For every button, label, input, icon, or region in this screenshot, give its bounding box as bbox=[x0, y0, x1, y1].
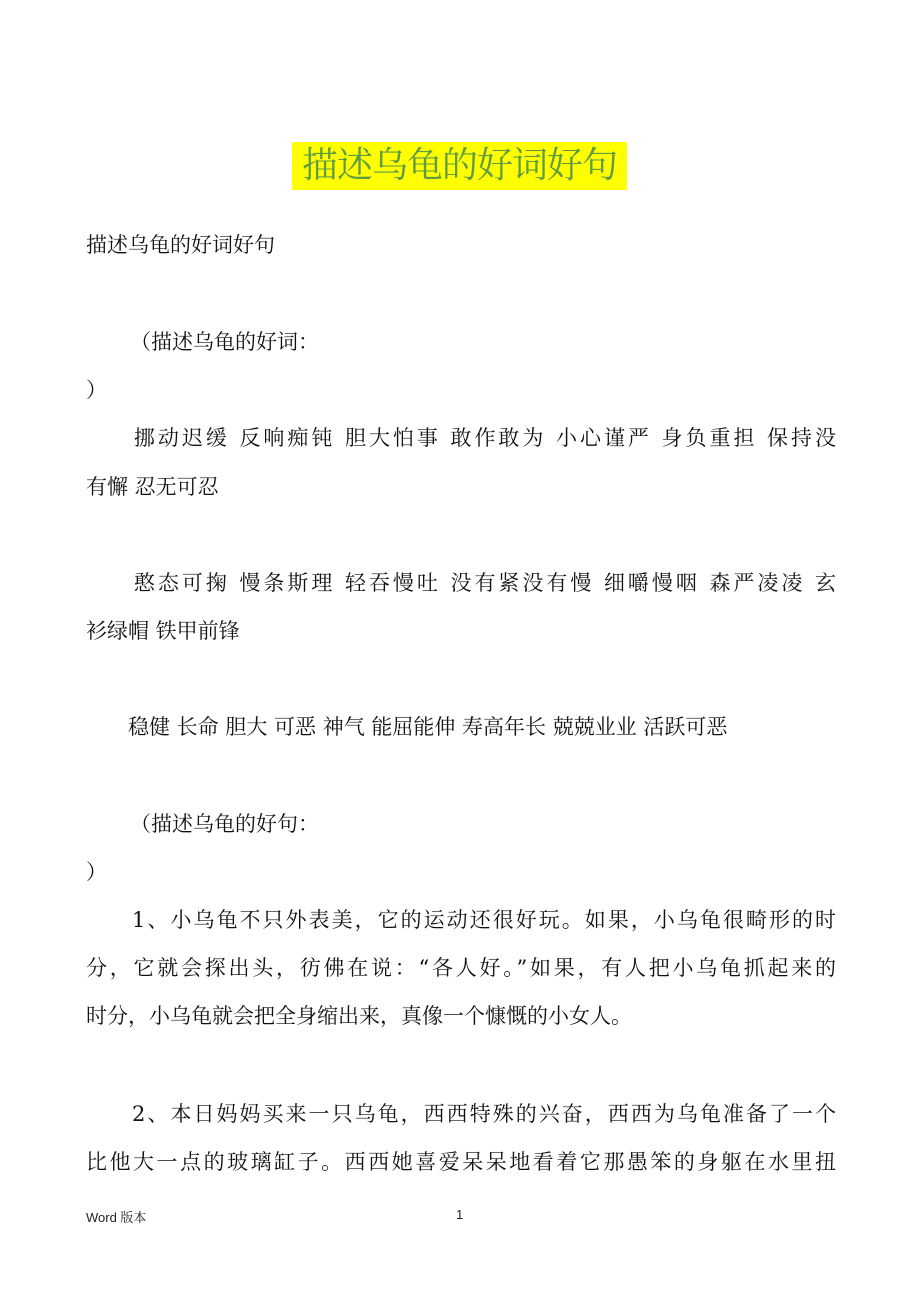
sentence-1-line: 时分，小乌龟就会把全身缩出来，真像一个慷慨的小女人。 bbox=[86, 1004, 632, 1028]
words-heading: （描述乌龟的好词： bbox=[130, 330, 319, 354]
words-paragraph-2-line: 衫绿帽 铁甲前锋 bbox=[86, 619, 240, 643]
words-heading-close: ） bbox=[86, 378, 107, 402]
sentences-heading-close: ） bbox=[86, 860, 107, 884]
sentences-heading: （描述乌龟的好句： bbox=[130, 812, 319, 836]
words-paragraph-3-line: 稳健 长命 胆大 可恶 神气 能屈能伸 寿高年长 兢兢业业 活跃可恶 bbox=[86, 715, 728, 739]
page-number: 1 bbox=[456, 1207, 464, 1222]
sentence-2-line: 比他大一点的玻璃缸子。西西她喜爱呆呆地看着它那愚笨的身躯在水里扭 bbox=[86, 1150, 836, 1174]
sentence-1-line: 1、小乌龟不只外表美，它的运动还很好玩。如果，小乌龟很畸形的时 bbox=[86, 908, 836, 932]
footer-label: Word 版本 bbox=[86, 1210, 147, 1225]
subtitle: 描述乌龟的好词好句 bbox=[86, 233, 275, 257]
sentence-2-line: 2、本日妈妈买来一只乌龟，西西特殊的兴奋，西西为乌龟准备了一个 bbox=[86, 1102, 836, 1126]
sentence-1-line: 分，它就会探出头，彷佛在说：“各人好。”如果，有人把小乌龟抓起来的 bbox=[86, 956, 836, 980]
words-paragraph-1-line: 挪动迟缓 反响痴钝 胆大怕事 敢作敢为 小心谨严 身负重担 保持没 bbox=[86, 426, 836, 450]
document-title: 描述乌龟的好词好句 bbox=[292, 142, 627, 190]
words-paragraph-1-line: 有懈 忍无可忍 bbox=[86, 475, 219, 499]
words-paragraph-2-line: 憨态可掬 慢条斯理 轻吞慢吐 没有紧没有慢 细嚼慢咽 森严凌凌 玄 bbox=[86, 571, 836, 595]
